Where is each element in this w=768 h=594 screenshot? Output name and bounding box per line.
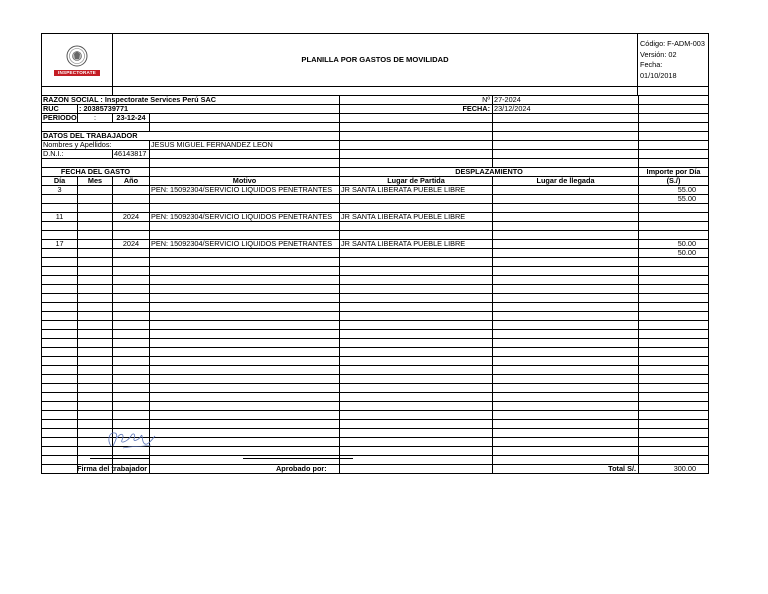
empty-table-row [42,330,709,339]
table-group-header [42,168,709,177]
form-header [41,33,709,96]
empty-table-row [42,357,709,366]
ruc-value: : 20385739771 [78,105,340,114]
row-mes [78,249,113,258]
row-anio [113,231,150,240]
row-importe [639,222,709,231]
expense-table [41,95,709,474]
row-importe: 55.00 [639,186,709,195]
row-mes [78,195,113,204]
company-logo [54,45,100,76]
row-motivo: PEN: 15092304/SERVICIO LIQUIDOS PENETRANTES [150,186,340,195]
signature-area [41,424,708,484]
row-llegada [493,249,639,258]
table-row [42,231,709,240]
row-partida [340,195,493,204]
row-partida [340,222,493,231]
company-row [42,96,709,105]
row-importe [639,213,709,222]
worker-signature-label: Firma del trabajador [77,464,148,473]
row-llegada [493,204,639,213]
desplazamiento-group-header: DESPLAZAMIENTO [340,168,639,177]
row-partida: JR SANTA LIBERATA PUEBLE LIBRE [340,240,493,249]
empty-table-row [42,348,709,357]
row-anio: 2024 [113,240,150,249]
worker-section-title: DATOS DEL TRABAJADOR [42,132,340,141]
total-label: Total S/. [493,465,639,474]
expense-form-sheet [41,33,708,474]
document-number-value: 27-2024 [493,96,639,105]
form-meta [638,34,709,87]
empty-table-row [42,267,709,276]
worker-section-row [42,132,709,141]
row-mes [78,213,113,222]
form-date-value: 01/10/2018 [640,70,677,80]
row-motivo [150,195,340,204]
period-separator: : [78,114,113,123]
table-column-header [42,177,709,186]
worker-name-value: JESUS MIGUEL FERNANDEZ LEON [150,141,340,150]
form-date-label: Fecha: [640,60,663,69]
row-llegada [493,222,639,231]
empty-table-row [42,384,709,393]
approver-signature-line [243,458,353,459]
ruc-label: RUC [42,105,78,114]
row-dia [42,195,78,204]
row-dia [42,249,78,258]
ruc-row [42,105,709,114]
empty-table-row [42,285,709,294]
col-dia-header: Día [42,177,78,186]
worker-signature-icon [103,426,159,454]
empty-table-row [42,276,709,285]
row-dia [42,222,78,231]
empty-table-row [42,393,709,402]
row-anio [113,249,150,258]
table-row [42,240,709,249]
row-llegada [493,231,639,240]
col-llegada-header: Lugar de llegada [493,177,639,186]
table-row [42,213,709,222]
approver-signature-label: Aprobado por: [276,464,327,473]
row-motivo: PEN: 15092304/SERVICIO LIQUIDOS PENETRANTES [150,240,340,249]
worker-dni-row [42,150,709,159]
row-llegada [493,213,639,222]
empty-table-row [42,375,709,384]
empty-table-row [42,312,709,321]
empty-table-row [42,339,709,348]
empty-table-row [42,402,709,411]
brand-label: INSPECTORATE [54,70,100,76]
form-code: Código: F-ADM-003 [640,39,705,48]
row-anio [113,195,150,204]
expense-rows [42,186,709,465]
row-mes [78,231,113,240]
table-row [42,204,709,213]
form-title: PLANILLA POR GASTOS DE MOVILIDAD [113,34,638,87]
row-importe [639,204,709,213]
row-anio [113,204,150,213]
table-row [42,222,709,231]
row-mes [78,204,113,213]
row-importe: 50.00 [639,240,709,249]
document-number-label: Nº [340,96,493,105]
row-llegada [493,186,639,195]
worker-dni-label: D.N.I.: [42,150,113,159]
row-dia [42,204,78,213]
worker-name-row [42,141,709,150]
row-partida [340,204,493,213]
row-importe: 55.00 [639,195,709,204]
form-version: Versión: 02 [640,49,677,59]
empty-table-row [42,294,709,303]
empty-table-row [42,321,709,330]
empty-table-row [42,366,709,375]
row-llegada [493,195,639,204]
worker-signature-line [90,458,150,459]
row-dia: 11 [42,213,78,222]
importe-header-top: Importe por Día [639,168,709,177]
fecha-group-header: FECHA DEL GASTO [42,168,150,177]
col-mes-header: Mes [78,177,113,186]
worker-name-label: Nombres y Apellidos: [42,141,150,150]
row-motivo [150,231,340,240]
row-motivo [150,204,340,213]
row-dia: 17 [42,240,78,249]
logo-cell [42,34,113,87]
empty-table-row [42,258,709,267]
importe-header-bottom: (S./) [639,177,709,186]
table-row [42,249,709,258]
row-partida [340,231,493,240]
table-row [42,186,709,195]
row-dia [42,231,78,240]
row-importe [639,231,709,240]
row-dia: 3 [42,186,78,195]
row-llegada [493,240,639,249]
row-motivo [150,222,340,231]
row-partida: JR SANTA LIBERATA PUEBLE LIBRE [340,186,493,195]
row-mes [78,186,113,195]
row-anio: 2024 [113,213,150,222]
worker-dni-value: 46143817 [113,150,150,159]
date-value: 23/12/2024 [493,105,639,114]
col-anio-header: Año [113,177,150,186]
row-motivo [150,249,340,258]
total-value: 300.00 [639,465,709,474]
seal-icon [66,45,88,67]
table-row [42,195,709,204]
row-partida [340,249,493,258]
period-label: PERIODO [43,113,77,122]
row-anio [113,222,150,231]
row-anio [113,186,150,195]
row-importe: 50.00 [639,249,709,258]
date-label: FECHA: [340,105,493,114]
col-partida-header: Lugar de Partida [340,177,493,186]
row-motivo: PEN: 15092304/SERVICIO LIQUIDOS PENETRANTES [150,213,340,222]
col-motivo-header: Motivo [150,177,340,186]
empty-table-row [42,303,709,312]
period-value: 23-12-24 [113,114,150,123]
razon-social: RAZON SOCIAL : Inspectorate Services Perú SAC [42,96,340,105]
row-partida: JR SANTA LIBERATA PUEBLE LIBRE [340,213,493,222]
row-mes [78,240,113,249]
period-row [42,114,709,123]
row-mes [78,222,113,231]
empty-table-row [42,411,709,420]
